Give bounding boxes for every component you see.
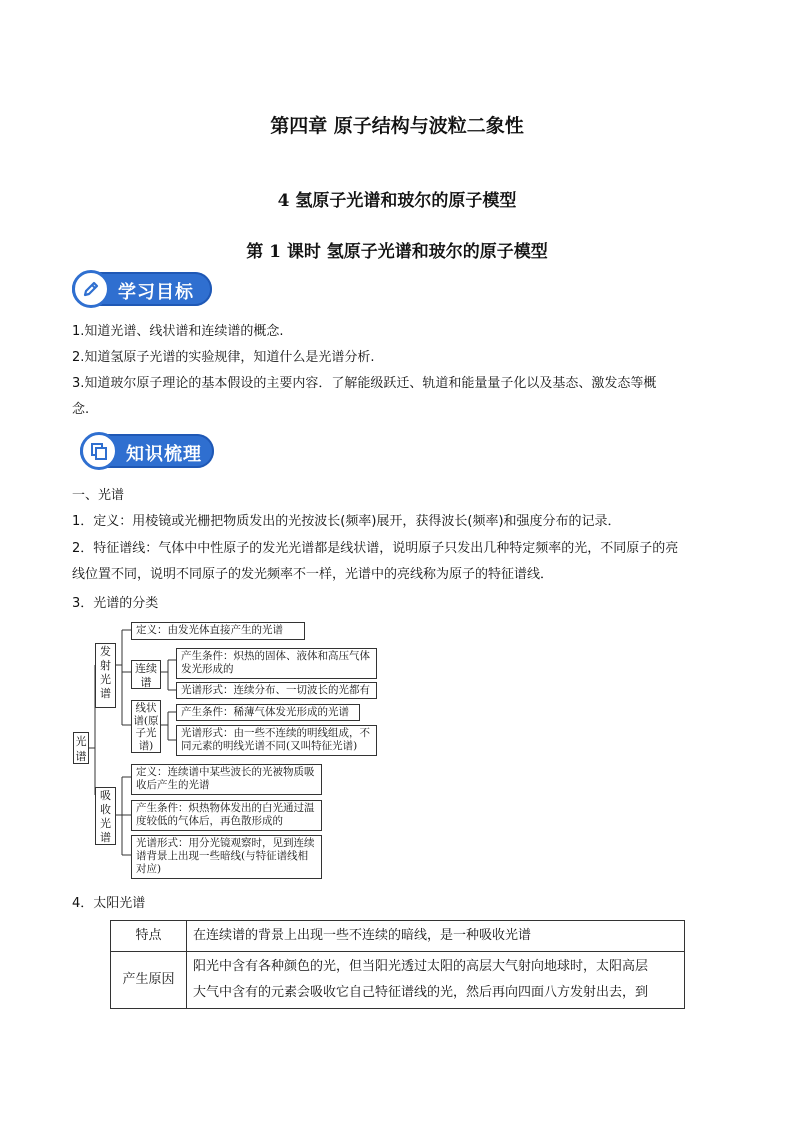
table-cell-line: 阳光中含有各种颜色的光，但当阳光透过太阳的高层大气射向地球时，太阳高层	[193, 959, 649, 974]
diagram-root: 光谱	[73, 732, 89, 764]
diagram-abs-form: 光谱形式：用分光镜观察时，见到连续谱背景上出现一些暗线(与特征谱线相对应)	[131, 835, 322, 879]
sun-spectrum-table	[110, 920, 685, 1009]
item-2-cont: 线位置不同，说明不同原子的发光频率不一样，光谱中的亮线称为原子的特征谱线．	[72, 567, 554, 582]
table-cell: 特点	[111, 921, 187, 952]
goal-3-cont: 念.	[72, 402, 90, 417]
diagram-absorption: 吸收光谱	[95, 787, 116, 845]
goal-1: 1.知道光谱、线状谱和连续谱的概念.	[72, 324, 284, 339]
item-2: 2．特征谱线：气体中中性原子的发光光谱都是线状谱，说明原子只发出几种特定频率的光，不同原子的亮	[72, 541, 679, 556]
goal-2: 2.知道氢原子光谱的实验规律，知道什么是光谱分析.	[72, 350, 375, 365]
diagram-emission-def: 定义：由发光体直接产生的光谱	[131, 622, 305, 640]
diagram-cont-form: 光谱形式：连续分布、一切波长的光都有	[176, 682, 377, 699]
section-heading: 一、光谱	[72, 488, 125, 503]
table-cell: 在连续谱的背景上出现一些不连续的暗线，是一种吸收光谱	[187, 921, 685, 952]
table-cell: 产生原因	[111, 952, 187, 1009]
section-title: 4 氢原子光谱和玻尔的原子模型	[277, 191, 517, 211]
goals-banner-label: 学习目标	[118, 282, 194, 303]
diagram-abs-def: 定义：连续谱中某些波长的光被物质吸收后产生的光谱	[131, 764, 322, 795]
diagram-cont-cond: 产生条件：炽热的固体、液体和高压气体发光形成的	[176, 648, 377, 679]
diagram-abs-cond: 产生条件：炽热物体发出的白光通过温度较低的气体后，再色散形成的	[131, 800, 322, 831]
goal-3: 3.知道玻尔原子理论的基本假设的主要内容．了解能级跃迁、轨道和能量量子化以及基态、激发态等概	[72, 376, 657, 391]
item-3: 3．光谱的分类	[72, 596, 159, 611]
chapter-title: 第四章 原子结构与波粒二象性	[270, 115, 524, 137]
item-4: 4．太阳光谱	[72, 896, 146, 911]
knowledge-banner-label: 知识梳理	[126, 444, 202, 465]
diagram-line-form: 光谱形式：由一些不连续的明线组成，不同元素的明线光谱不同(又叫特征光谱)	[176, 725, 377, 756]
diagram-emission: 发射光谱	[95, 643, 116, 708]
table-cell-line: 大气中含有的元素会吸收它自己特征谱线的光，然后再向四面八方发射出去，到	[193, 985, 649, 1000]
table-row	[111, 921, 685, 952]
diagram-line: 线状谱(原子光谱)	[131, 700, 161, 753]
diagram-continuous: 连续谱	[131, 660, 161, 689]
diagram-line-cond: 产生条件：稀薄气体发光形成的光谱	[176, 704, 360, 721]
item-1: 1．定义：用棱镜或光栅把物质发出的光按波长(频率)展开，获得波长(频率)和强度分布的记录．	[72, 514, 621, 529]
lesson-title: 第 1 课时 氢原子光谱和玻尔的原子模型	[246, 242, 548, 262]
table-cell	[187, 952, 685, 1009]
table-row	[111, 952, 685, 1009]
